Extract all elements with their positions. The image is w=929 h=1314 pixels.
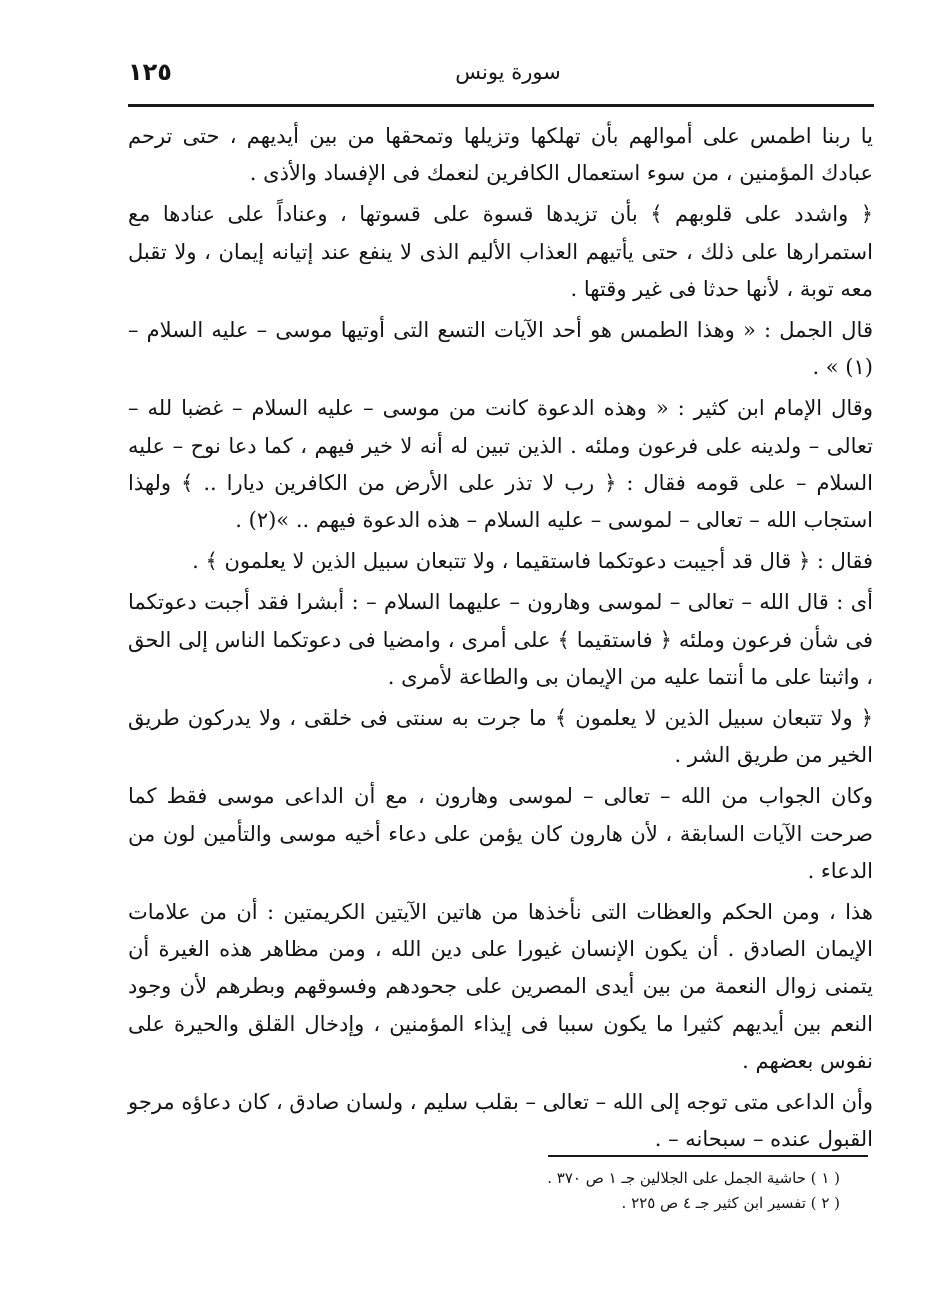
paragraph: قال الجمل : « وهذا الطمس هو أحد الآيات التسع التى أوتيها موسى – عليه السلام –(١) » . bbox=[128, 318, 873, 380]
footnote: ( ١ ) حاشية الجمل على الجلالين جـ ١ ص ٣٧٠ . bbox=[547, 1169, 840, 1187]
running-title: سورة يونس bbox=[455, 60, 561, 84]
body-text bbox=[128, 118, 873, 1162]
footnotes bbox=[440, 1166, 840, 1216]
paragraph: وكان الجواب من الله – تعالى – لموسى وهارون ، مع أن الداعى موسى فقط كما صرحت الآيات السابقة ، لأن هارون كان يؤمن على دعاء أخيه موسى والتأمين لون من الدعاء . bbox=[128, 784, 874, 883]
header-rule bbox=[128, 104, 874, 107]
paragraph: ﴿ واشدد على قلوبهم ﴾ بأن تزيدها قسوة على قسوتها ، وعناداً على عنادها مع استمرارها على ذلك ، حتى يأتيهم العذاب الأليم الذى لا ينفع عند إتيانه إيمان ، ولا تقبل معه توبة ، لأنها حدثا فى غير وقتها . bbox=[128, 202, 874, 301]
paragraph: أى : قال الله – تعالى – لموسى وهارون – عليهما السلام – : أبشرا فقد أجبت دعوتكما فى شأن فرعون وملئه ﴿ فاستقيما ﴾ على أمرى ، وامضيا فى دعوتكما الناس إلى الحق ، واثبتا على ما أنتما عليه من الإيمان بى والطاعة لأمرى . bbox=[128, 590, 873, 689]
page-number: ١٢٥ bbox=[128, 58, 172, 86]
paragraph: ﴿ ولا تتبعان سبيل الذين لا يعلمون ﴾ ما جرت به سنتى فى خلقى ، ولا يدركون طريق الخير من طريق الشر . bbox=[128, 706, 873, 768]
page-header bbox=[128, 52, 876, 100]
paragraph: وأن الداعى متى توجه إلى الله – تعالى – بقلب سليم ، ولسان صادق ، كان دعاؤه مرجو القبول عنده – سبحانه – . bbox=[128, 1090, 873, 1152]
paragraph: هذا ، ومن الحكم والعظات التى نأخذها من هاتين الآيتين الكريمتين : أن من علامات الإيمان الصادق . أن يكون الإنسان غيورا على دين الله ، ومن مظاهر هذه الغيرة أن يتمنى زوال النعمة من بين أيدى المصرين على جحودهم وفسوقهم وبطرهم لأن وجود النعم بين أيديهم كثيرا ما يكون سببا فى إيذاء المؤمنين ، وإدخال القلق والحيرة على نفوس بعضهم . bbox=[128, 900, 873, 1073]
paragraph: فقال : ﴿ قال قد أجيبت دعوتكما فاستقيما ، ولا تتبعان سبيل الذين لا يعلمون ﴾ . bbox=[192, 549, 873, 574]
paragraph: وقال الإمام ابن كثير : « وهذه الدعوة كانت من موسى – عليه السلام – غضبا لله – تعالى – ولدينه على فرعون وملئه . الذين تبين له أنه لا خير فيهم ، كما دعا نوح – عليه السلام – على قومه فقال : ﴿ رب لا تذر على الأرض من الكافرين ديارا .. ﴾ ولهذا استجاب الله – تعالى – لموسى – عليه السلام – هذه الدعوة فيهم .. »(٢) . bbox=[128, 396, 873, 533]
footnote: ( ٢ ) تفسير ابن كثير جـ ٤ ص ٢٢٥ . bbox=[621, 1194, 840, 1212]
footnote-rule bbox=[548, 1155, 868, 1157]
paragraph: يا ربنا اطمس على أموالهم بأن تهلكها وتزيلها وتمحقها من بين أيديهم ، حتى ترحم عبادك المؤمنين ، من سوء استعمال الكافرين لنعمك فى الإفساد والأذى . bbox=[128, 124, 873, 186]
